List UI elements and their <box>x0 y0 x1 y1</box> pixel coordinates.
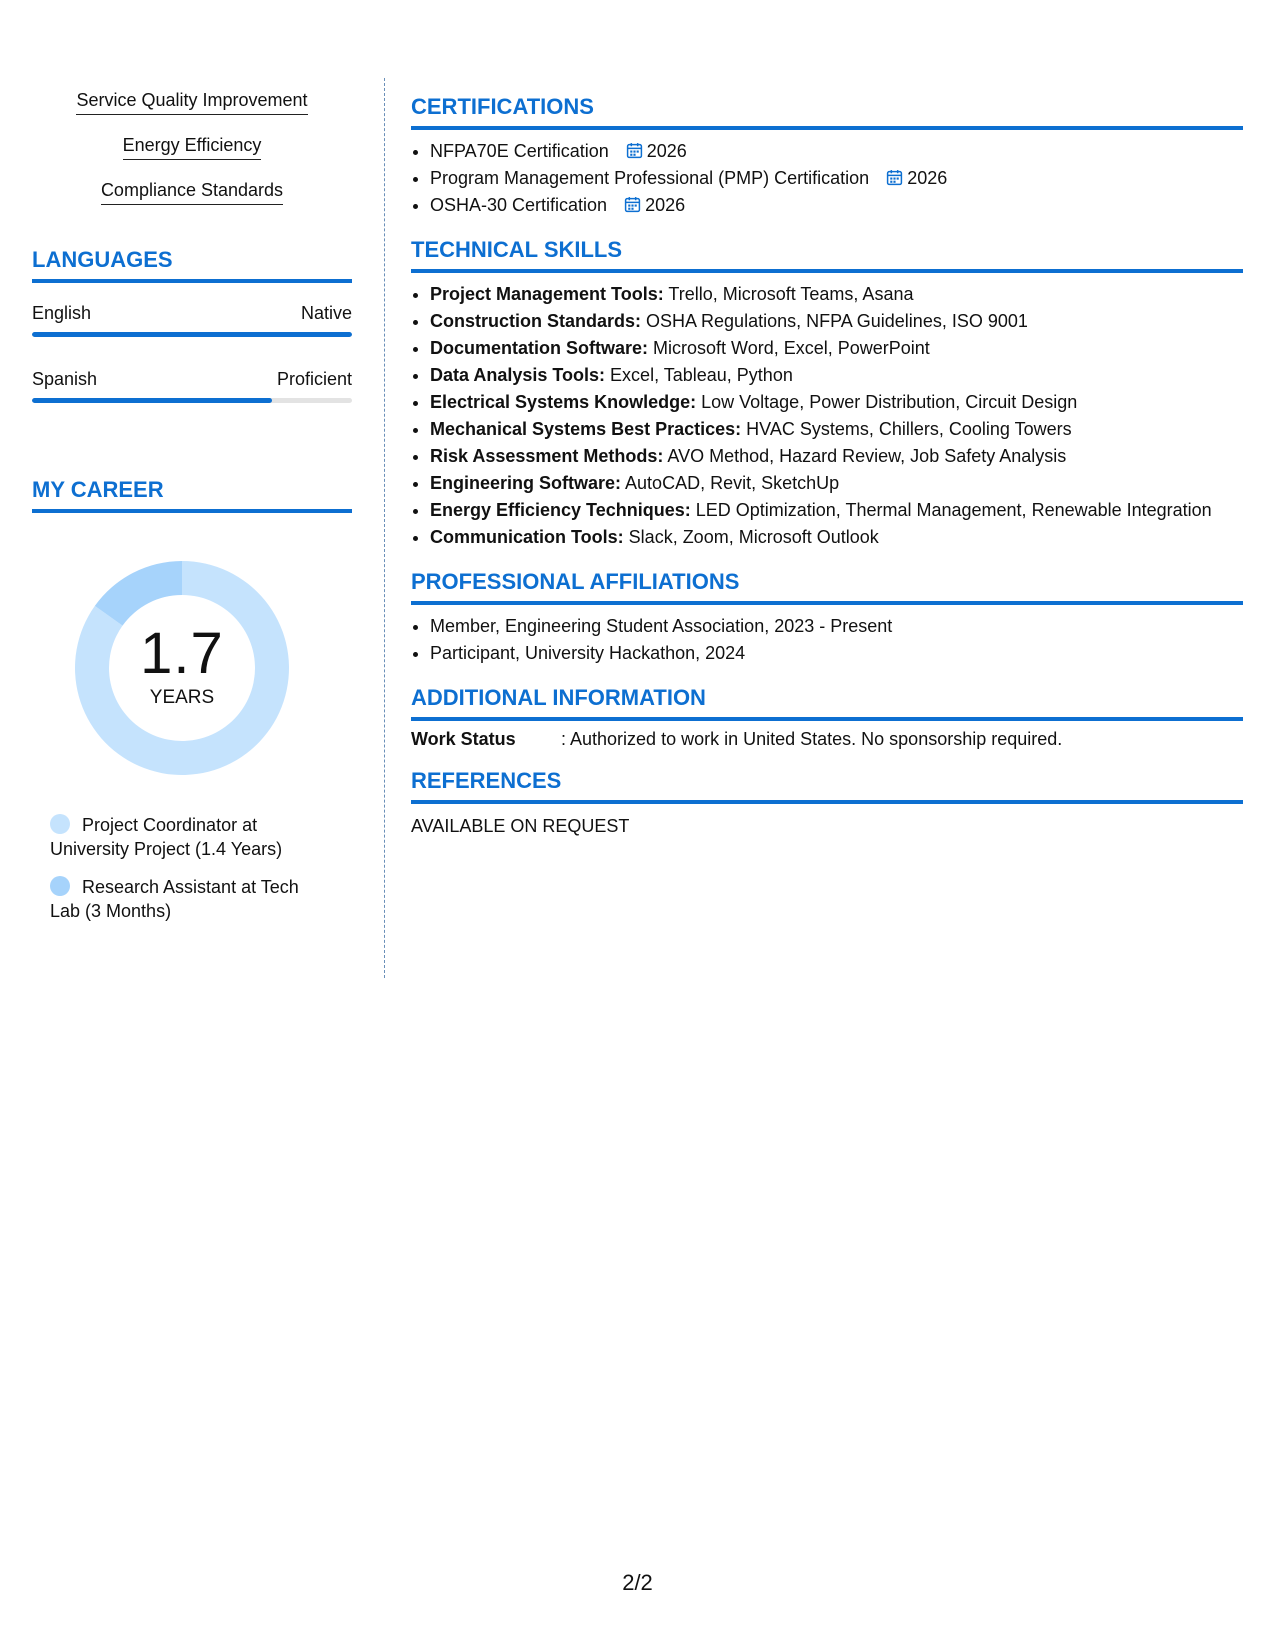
legend-item <box>50 875 330 923</box>
languages-section <box>32 247 352 403</box>
languages-heading: LANGUAGES <box>32 247 173 272</box>
work-status-value: : Authorized to work in United States. No sponsorship required. <box>561 729 1063 749</box>
heading-rule <box>32 509 352 513</box>
technical-skills-heading: TECHNICAL SKILLS <box>411 237 623 262</box>
list-item <box>430 138 1243 165</box>
skill-category: Communication Tools: <box>430 527 624 547</box>
language-bar-fill <box>32 398 272 403</box>
additional-info-section <box>411 685 1243 750</box>
calendar-icon <box>624 196 641 213</box>
certification-name: Program Management Professional (PMP) Certification <box>430 168 870 188</box>
skill-category: Energy Efficiency Techniques: <box>430 500 691 520</box>
language-bar <box>32 332 352 337</box>
skill-tag: Service Quality Improvement <box>76 88 307 115</box>
skill-values: OSHA Regulations, NFPA Guidelines, ISO 9001 <box>641 311 1028 331</box>
language-bar-fill <box>32 332 352 337</box>
career-total-years: 1.7 <box>140 621 224 686</box>
calendar-icon <box>626 142 643 159</box>
skill-category: Construction Standards: <box>430 311 642 331</box>
certification-year: 2026 <box>907 168 948 188</box>
list-item <box>430 389 1243 416</box>
language-name: English <box>32 303 92 323</box>
work-status-row <box>411 729 1243 750</box>
skill-tag: Compliance Standards <box>101 178 283 205</box>
certifications-heading: CERTIFICATIONS <box>411 94 594 119</box>
affiliations-section <box>411 569 1243 667</box>
legend-label: Research Assistant at Tech Lab (3 Months) <box>50 877 299 921</box>
language-name: Spanish <box>32 369 98 389</box>
heading-rule <box>32 279 352 283</box>
list-item <box>430 165 1243 192</box>
list-item: • Member, Engineering Student Association, 2023 - Present <box>430 613 1243 640</box>
career-donut-chart <box>67 553 297 783</box>
skill-values: AutoCAD, Revit, SketchUp <box>621 473 840 493</box>
certifications-section <box>411 94 1243 219</box>
career-section <box>32 477 352 923</box>
list-item <box>430 416 1243 443</box>
heading-rule <box>411 601 1243 605</box>
legend-dot <box>50 814 70 834</box>
career-heading: MY CAREER <box>32 477 164 502</box>
skill-tags <box>32 88 352 205</box>
skill-values: LED Optimization, Thermal Management, Renewable Integration <box>690 500 1212 520</box>
skill-values: Excel, Tableau, Python <box>605 365 793 385</box>
skill-values: AVO Method, Hazard Review, Job Safety Analysis <box>663 446 1067 466</box>
list-item <box>430 335 1243 362</box>
work-status-label: Work Status <box>411 729 516 749</box>
additional-info-heading: ADDITIONAL INFORMATION <box>411 685 706 710</box>
career-legend <box>50 813 330 923</box>
heading-rule <box>411 269 1243 273</box>
language-item <box>32 303 352 337</box>
heading-rule <box>411 717 1243 721</box>
technical-skills-list <box>411 281 1243 551</box>
list-item <box>430 524 1243 551</box>
skill-category: Data Analysis Tools: <box>430 365 606 385</box>
list-item <box>430 192 1243 219</box>
language-level: Proficient <box>276 369 352 389</box>
certification-name: NFPA70E Certification <box>430 141 609 161</box>
certification-name: OSHA-30 Certification <box>430 195 608 215</box>
list-item <box>430 443 1243 470</box>
skill-values: Trello, Microsoft Teams, Asana <box>663 284 914 304</box>
references-section <box>411 768 1243 837</box>
certification-year: 2026 <box>646 141 687 161</box>
technical-skills-section <box>411 237 1243 551</box>
references-text: AVAILABLE ON REQUEST <box>411 816 630 836</box>
language-bar <box>32 398 352 403</box>
skill-category: Project Management Tools: <box>430 284 664 304</box>
career-years-unit: YEARS <box>149 687 215 708</box>
sidebar <box>32 88 352 937</box>
list-item <box>430 497 1243 524</box>
skill-values: Slack, Zoom, Microsoft Outlook <box>623 527 879 547</box>
skill-category: Electrical Systems Knowledge: <box>430 392 697 412</box>
column-divider <box>384 78 385 978</box>
skill-category: Mechanical Systems Best Practices: <box>430 419 742 439</box>
list-item <box>430 308 1243 335</box>
affiliations-heading: PROFESSIONAL AFFILIATIONS <box>411 569 740 594</box>
language-item <box>32 369 352 403</box>
heading-rule <box>411 800 1243 804</box>
skill-category: Risk Assessment Methods: <box>430 446 664 466</box>
legend-dot <box>50 876 70 896</box>
legend-item <box>50 813 330 861</box>
calendar-icon <box>886 169 903 186</box>
certification-year: 2026 <box>645 195 686 215</box>
affiliations-list <box>411 613 1243 667</box>
language-level: Native <box>300 303 352 323</box>
donut-center <box>67 621 297 709</box>
list-item <box>430 281 1243 308</box>
list-item <box>430 362 1243 389</box>
certifications-list <box>411 138 1243 219</box>
heading-rule <box>411 126 1243 130</box>
skill-tag: Energy Efficiency <box>123 133 262 160</box>
skill-category: Engineering Software: <box>430 473 622 493</box>
page-number: 2/2 <box>622 1570 653 1595</box>
list-item <box>430 470 1243 497</box>
references-heading: REFERENCES <box>411 768 562 793</box>
skill-values: HVAC Systems, Chillers, Cooling Towers <box>741 419 1072 439</box>
main-content <box>411 94 1243 855</box>
legend-label: Project Coordinator at University Project (1.4 Years) <box>50 815 283 859</box>
skill-category: Documentation Software: <box>430 338 649 358</box>
skill-values: Microsoft Word, Excel, PowerPoint <box>648 338 930 358</box>
skill-values: Low Voltage, Power Distribution, Circuit Design <box>696 392 1078 412</box>
list-item: • Participant, University Hackathon, 2024 <box>430 640 1243 667</box>
